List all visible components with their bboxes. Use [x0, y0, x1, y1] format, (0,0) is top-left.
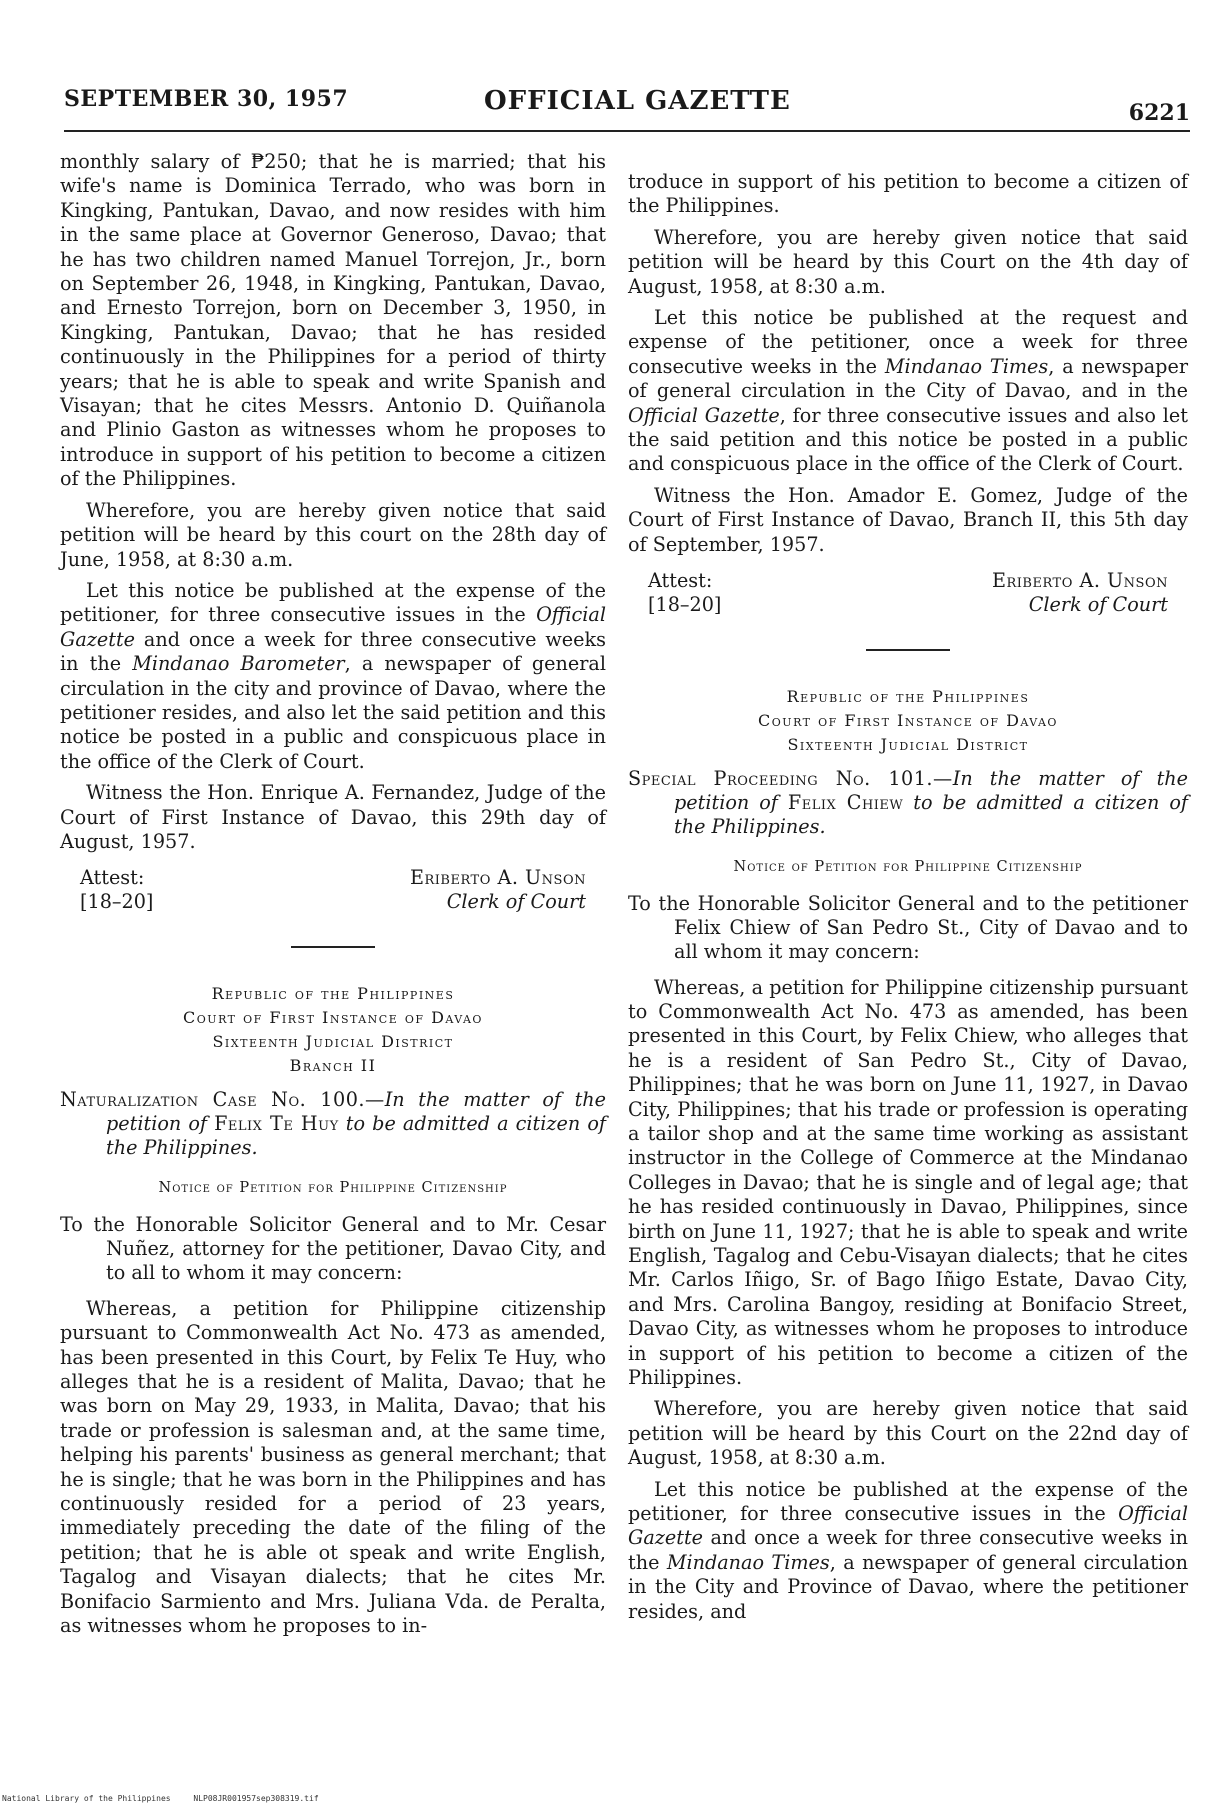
paragraph: Wherefore, you are hereby given notice that said petition will be heard by this court on the 28th day of June, 1958, at 8:30 a.m.: [60, 498, 606, 571]
addressee: To the Honorable Solicitor General and to the petitioner Felix Chiew of San Pedro St., City of Davao and to all whom it may concern:: [628, 891, 1188, 963]
paragraph: troduce in support of his petition to become a citizen of the Philippines.: [628, 170, 1188, 218]
publication-name: Official Gazette: [628, 1502, 1188, 1550]
publication-name: Mindanao Times: [666, 1550, 830, 1574]
case-caption: Special Proceeding No. 101.—In the matter of the petition of Felix Chiew to be admitted a citizen of the Philippines.: [628, 767, 1188, 839]
paragraph: Let this notice be published at the request and expense of the petitioner, once a week for three consecutive weeks in the Mindanao Times, a newspaper of general circulation in the City of Davao, and in the Official Gazette, for three consecutive issues and also let the said petition and this notice be posted in a public and conspicuous place in the office of the Clerk of Court.: [628, 306, 1188, 476]
attest-ref: [18–20]: [80, 890, 154, 914]
paragraph: Let this notice be published at the expense of the petitioner, for three consecutive issues in the Official Gazette and once a week for three consecutive weeks in the Mindanao Times, a newspaper of general circulation in the City and Province of Davao, where the petitioner resides, and: [628, 1477, 1188, 1623]
clerk-name: Eriberto A. Unson: [410, 866, 586, 890]
clerk-title: Clerk of Court: [446, 890, 586, 914]
paragraph: Whereas, a petition for Philippine citizenship pursuant to Commonwealth Act No. 473 as amended, has been presented in this Court, by Felix Te Huy, who alleges that he is a resident of Malita, Davao; that he was born on May 29, 1933, in Malita, Davao; that his trade or profession is salesman and, at the same time, helping his parents' business as general merchant; that he is single; that he was born in the Philippines and has continuously resided for a period of 23 years, immediately preceding the date of the filing of the petition; that he is able ot speak and write English, Tagalog and Visayan dialects; that he cites Mr. Bonifacio Sarmiento and Mrs. Juliana Vda. de Peralta, as witnesses whom he proposes to in-: [60, 1296, 606, 1638]
issue-date: SEPTEMBER 30, 1957: [64, 86, 349, 112]
clerk-name: Eriberto A. Unson: [992, 569, 1168, 593]
publication-title: OFFICIAL GAZETTE: [484, 86, 791, 116]
paragraph: Wherefore, you are hereby given notice that said petition will be heard by this Court on the 22nd day of August, 1958, at 8:30 a.m.: [628, 1397, 1188, 1470]
page-number: 6221: [1128, 100, 1190, 126]
scan-footer: [2, 1794, 337, 1803]
publication-name: Official Gazette: [628, 403, 780, 427]
notice-title: Notice of Petition for Philippine Citizenship: [733, 859, 1083, 876]
publication-name: Official Gazette: [60, 603, 606, 651]
section-divider: [291, 946, 375, 948]
right-column: [628, 170, 1188, 1631]
case-caption: Naturalization Case No. 100.—In the matter of the petition of Felix Te Huy to be admitted a citizen of the Philippines.: [60, 1088, 607, 1160]
court-heading: Republic of the Philippines Court of First Instance of Davao Sixteenth Judicial District: [758, 687, 1058, 755]
clerk-title: Clerk of Court: [1028, 593, 1168, 617]
paragraph: Wherefore, you are hereby given notice that said petition will be heard by this Court on the 4th day of August, 1958, at 8:30 a.m.: [628, 225, 1188, 298]
paragraph: Let this notice be published at the expense of the petitioner, for three consecutive issues in the Official Gazette and once a week for three consecutive weeks in the Mindanao Barometer, a newspaper of general circulation in the city and province of Davao, where the petitioner resides, and also let the said petition and this notice be posted in a public and conspicuous place in the office of the Clerk of Court.: [60, 578, 606, 773]
addressee: To the Honorable Solicitor General and to Mr. Cesar Nuñez, attorney for the petitioner, Davao City, and to all to whom it may concern:: [60, 1212, 606, 1284]
publication-name: Mindanao Barometer: [132, 652, 345, 676]
attestation: [80, 866, 606, 914]
page-header: [64, 86, 1190, 132]
paragraph: Witness the Hon. Enrique A. Fernandez, Judge of the Court of First Instance of Davao, this 29th day of August, 1957.: [60, 781, 606, 853]
file-id: NLP08JR001957sep308319.tif: [193, 1794, 319, 1803]
attestation: [648, 569, 1188, 617]
paragraph: monthly salary of ₱250; that he is married; that his wife's name is Dominica Terrado, who was born in Kingking, Pantukan, Davao, and now resides with him in the same place at Governor Generoso, Davao; that he has two children named Manuel Torrejon, Jr., born on September 26, 1948, in Kingking, Pantukan, Davao, and Ernesto Torrejon, born on December 3, 1950, in Kingking, Pantukan, Davao; that he has resided continuously in the Philippines for a period of thirty years; that he is able to speak and write Spanish and Visayan; that he cites Messrs. Antonio D. Quiñanola and Plinio Gaston as witnesses whom he proposes to introduce in support of his petition to become a citizen of the Philippines.: [60, 150, 606, 491]
notice-title: Notice of Petition for Philippine Citizenship: [158, 1180, 508, 1197]
court-heading: Republic of the Philippines Court of First Instance of Davao Sixteenth Judicial District Branch II: [183, 984, 483, 1076]
paragraph: Whereas, a petition for Philippine citizenship pursuant to Commonwealth Act No. 473 as amended, has been presented in this Court, by Felix Chiew, who alleges that he is a resident of San Pedro St., City of Davao, Philippines; that he was born on June 11, 1927, in Davao City, Philippines; that his trade or profession is operating a tailor shop and at the same time working as assistant instructor in the College of Commerce at the Mindanao Colleges in Davao; that he is single and of legal age; that he has resided continuously in Davao, Philippines, since birth on June 11, 1927; that he is able to speak and write English, Tagalog and Cebu-Visayan dialects; that he cites Mr. Carlos Iñigo, Sr. of Bago Iñigo Estate, Davao City, and Mrs. Carolina Bangoy, residing at Bonifacio Street, Davao City, as witnesses whom he proposes to introduce in support of his petition to become a citizen of the Philippines.: [628, 975, 1188, 1389]
library-credit: National Library of the Philippines: [2, 1794, 171, 1803]
left-column: [60, 150, 606, 1645]
publication-name: Mindanao Times: [884, 354, 1049, 378]
attest-label: Attest:: [80, 866, 145, 890]
attest-ref: [18–20]: [648, 593, 722, 617]
section-divider: [866, 649, 950, 651]
attest-label: Attest:: [648, 569, 713, 593]
paragraph: Witness the Hon. Amador E. Gomez, Judge of the Court of First Instance of Davao, Branch II, this 5th day of September, 1957.: [628, 483, 1188, 556]
